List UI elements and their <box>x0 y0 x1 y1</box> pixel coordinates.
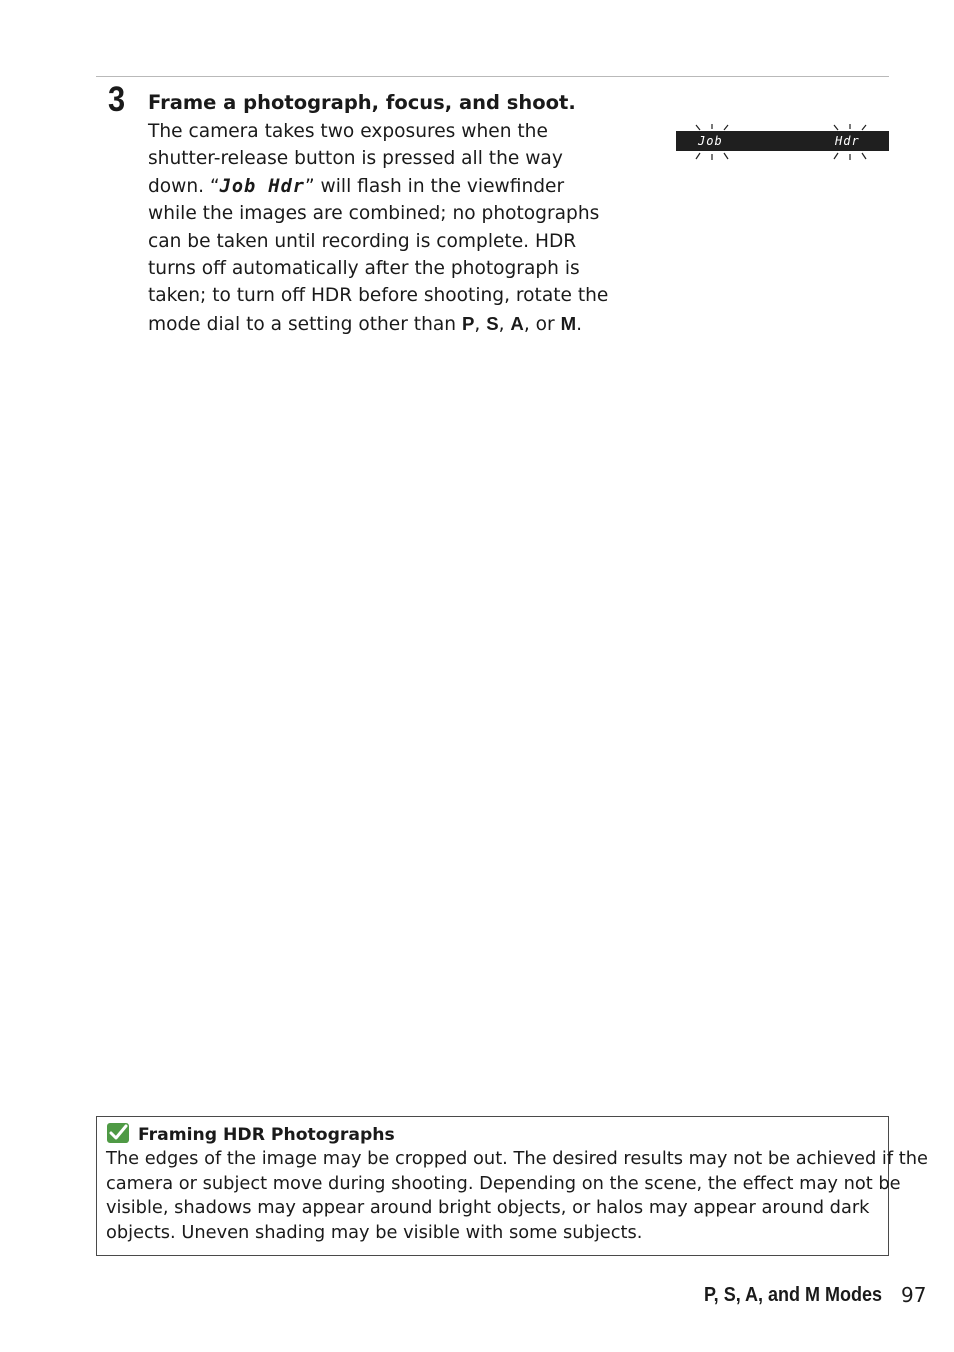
step-body <box>148 118 618 338</box>
separator-3: , or <box>523 313 561 335</box>
step-line-5: can be taken until recording is complete. HDR <box>148 230 577 252</box>
section-label: P, S, A, and M Modes <box>704 1284 883 1306</box>
mode-a: A <box>510 312 524 334</box>
step-line-6: turns off automatically after the photograph is <box>148 258 580 280</box>
step-line-3-suffix: ” will flash in the viewfinder <box>305 175 565 197</box>
step-line-3-prefix: down. “ <box>148 175 220 197</box>
note-line-4: objects. Uneven shading may be visible with some subjects. <box>106 1221 643 1243</box>
step-line-8-end: . <box>576 313 583 335</box>
step-line-7: taken; to turn off HDR before shooting, rotate the <box>148 285 609 307</box>
separator-1: , <box>474 313 487 335</box>
step-line-3 <box>148 173 618 200</box>
mode-m: M <box>560 312 577 334</box>
page-number: 97 <box>901 1283 927 1307</box>
step-line-8-prefix: mode dial to a setting other than <box>148 313 462 335</box>
step-line-4: while the images are combined; no photographs <box>148 203 600 225</box>
separator-2: , <box>498 313 511 335</box>
checkmark-icon <box>107 1123 129 1143</box>
viewfinder-word-right: Hdr <box>835 134 860 148</box>
note-line-2: camera or subject move during shooting. Depending on the scene, the effect may not be <box>106 1172 901 1194</box>
step-line-1: The camera takes two exposures when the <box>148 121 548 142</box>
step-number: 3 <box>108 80 126 119</box>
top-rule <box>96 76 889 77</box>
mode-p: P <box>461 312 475 334</box>
note-line-3: visible, shadows may appear around bright objects, or halos may appear around dark <box>106 1197 870 1219</box>
note-title: Framing HDR Photographs <box>138 1125 395 1145</box>
note-body <box>106 1147 928 1245</box>
mode-s: S <box>486 312 499 334</box>
viewfinder-code-text: Job Hdr <box>219 175 305 197</box>
note-line-1: The edges of the image may be cropped out. The desired results may not be achieved if the <box>106 1148 928 1169</box>
viewfinder-word-left: Job <box>698 134 723 148</box>
step-heading: Frame a photograph, focus, and shoot. <box>148 91 576 114</box>
step-line-8 <box>148 310 618 338</box>
step-line-2: shutter-release button is pressed all the way <box>148 148 563 170</box>
viewfinder-display-illustration <box>676 124 889 160</box>
note-box <box>96 1116 928 1256</box>
